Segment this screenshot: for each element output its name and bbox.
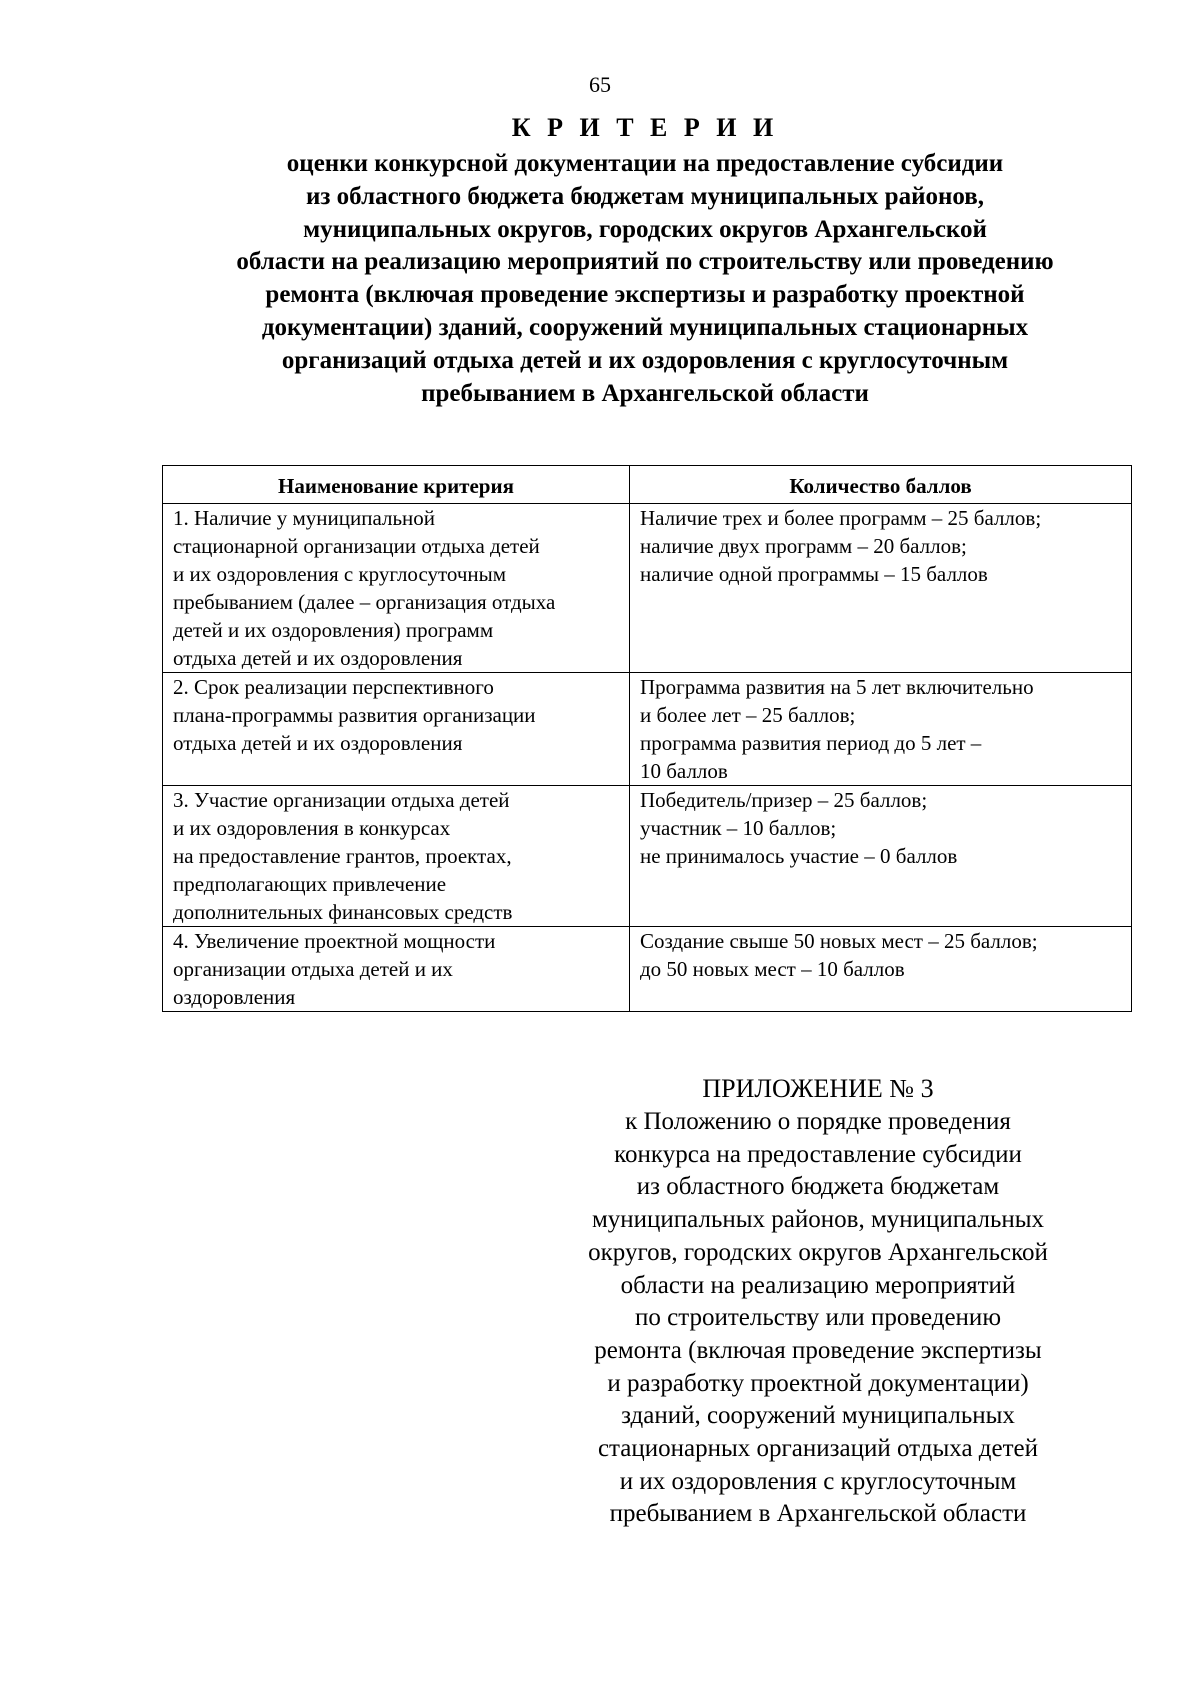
document-title: К Р И Т Е Р И И — [511, 113, 779, 142]
subtitle-line: из областного бюджета бюджетам муниципальных районов, — [305, 182, 985, 210]
criterion-line: стационарной организации отдыха детей — [173, 534, 540, 558]
appendix-line: области на реализацию мероприятий — [620, 1271, 1016, 1299]
table-header-row — [163, 466, 1132, 504]
criterion-line: отдыха детей и их оздоровления — [173, 646, 463, 670]
criteria-table — [162, 465, 1132, 1012]
criterion-line: 3. Участие организации отдыха детей — [173, 788, 510, 812]
points-line: Наличие трех и более программ – 25 баллов; — [640, 506, 1042, 530]
table-row — [163, 504, 1132, 673]
appendix-line: из областного бюджета бюджетам — [636, 1173, 1000, 1201]
criterion-cell — [163, 786, 630, 927]
points-cell — [630, 504, 1132, 673]
appendix-line: и разработку проектной документации) — [607, 1369, 1029, 1397]
header-criterion-name: Наименование критерия — [163, 466, 630, 504]
points-line: Программа развития на 5 лет включительно — [640, 675, 1034, 699]
subtitle-line: области на реализацию мероприятий по строительству или проведению — [236, 248, 1054, 276]
criterion-line: организации отдыха детей и их — [173, 957, 453, 981]
criterion-line: 4. Увеличение проектной мощности — [173, 929, 496, 953]
appendix-title: ПРИЛОЖЕНИЕ № 3 — [702, 1074, 934, 1103]
criterion-line: и их оздоровления в конкурсах — [173, 816, 451, 840]
appendix-line: муниципальных районов, муниципальных — [591, 1206, 1045, 1234]
criteria-title-block — [160, 110, 1130, 410]
appendix-line: зданий, сооружений муниципальных — [621, 1402, 1015, 1430]
points-line: не принималось участие – 0 баллов — [640, 844, 958, 868]
subtitle-line: муниципальных округов, городских округов Архангельской — [303, 215, 987, 243]
header-points: Количество баллов — [630, 466, 1132, 504]
appendix-line: стационарных организаций отдыха детей — [597, 1435, 1039, 1463]
table-row — [163, 927, 1132, 1012]
criterion-line: предполагающих привлечение — [173, 872, 447, 896]
points-cell — [630, 927, 1132, 1012]
criterion-cell — [163, 504, 630, 673]
points-line: программа развития период до 5 лет – — [640, 731, 982, 755]
appendix-line: округов, городских округов Архангельской — [588, 1238, 1048, 1266]
page-number: 65 — [589, 72, 611, 97]
criterion-cell — [163, 927, 630, 1012]
points-cell — [630, 786, 1132, 927]
appendix-line: конкурса на предоставление субсидии — [614, 1140, 1022, 1168]
appendix-line: ремонта (включая проведение экспертизы — [594, 1336, 1042, 1364]
appendix-block — [548, 1072, 1088, 1531]
appendix-line: пребыванием в Архангельской области — [609, 1500, 1027, 1528]
criterion-line: 2. Срок реализации перспективного — [173, 675, 494, 699]
appendix-line: к Положению о порядке проведения — [625, 1108, 1011, 1135]
criterion-line: на предоставление грантов, проектах, — [173, 844, 512, 868]
table-row — [163, 786, 1132, 927]
points-cell — [630, 673, 1132, 786]
subtitle-line: документации) зданий, сооружений муниципальных стационарных — [261, 313, 1029, 341]
criterion-line: плана-программы развития организации — [173, 703, 536, 727]
subtitle-line: оценки конкурсной документации на предоставление субсидии — [286, 150, 1004, 177]
points-line: 10 баллов — [640, 759, 728, 783]
criterion-cell — [163, 673, 630, 786]
points-line: и более лет – 25 баллов; — [640, 703, 856, 727]
appendix-line: и их оздоровления с круглосуточным — [619, 1467, 1017, 1495]
appendix-line: по строительству или проведению — [635, 1304, 1001, 1332]
table-row — [163, 673, 1132, 786]
criterion-line: 1. Наличие у муниципальной — [173, 506, 436, 530]
points-line: наличие одной программы – 15 баллов — [640, 562, 988, 586]
points-line: Создание свыше 50 новых мест – 25 баллов; — [640, 929, 1038, 953]
points-line: Победитель/призер – 25 баллов; — [640, 788, 928, 812]
points-line: участник – 10 баллов; — [640, 816, 837, 840]
subtitle-line: организаций отдыха детей и их оздоровления с круглосуточным — [281, 346, 1009, 374]
criterion-line: отдыха детей и их оздоровления — [173, 731, 463, 755]
points-line: до 50 новых мест – 10 баллов — [640, 957, 905, 981]
criterion-line: детей и их оздоровления) программ — [173, 618, 494, 642]
criterion-line: дополнительных финансовых средств — [173, 900, 513, 924]
subtitle-line: ремонта (включая проведение экспертизы и разработку проектной — [265, 281, 1025, 309]
subtitle-line: пребыванием в Архангельской области — [421, 379, 869, 407]
points-line: наличие двух программ – 20 баллов; — [640, 534, 967, 558]
criterion-line: оздоровления — [173, 985, 296, 1009]
criterion-line: пребыванием (далее – организация отдыха — [173, 590, 556, 614]
criterion-line: и их оздоровления с круглосуточным — [173, 562, 507, 586]
